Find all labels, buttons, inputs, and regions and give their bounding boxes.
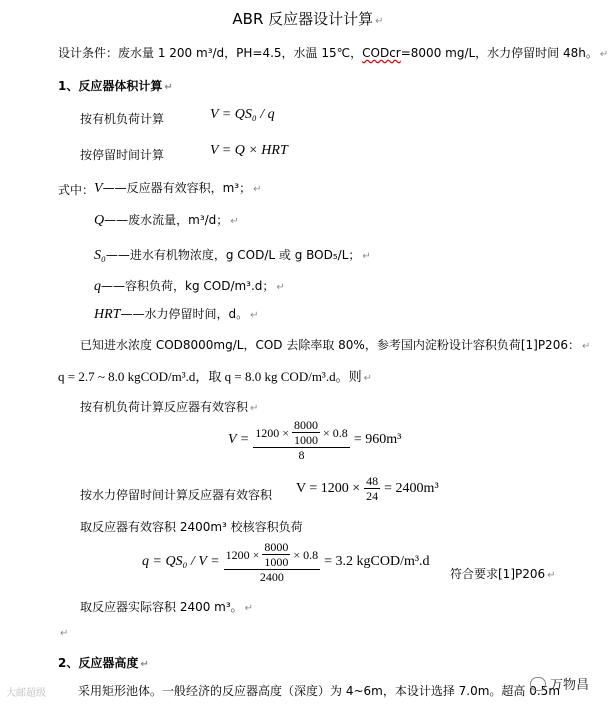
where-label: 式中：: [58, 183, 95, 197]
def-v: V——反应器有效容积，m³； ↵: [94, 181, 262, 196]
watermark-left: 大邮超级: [6, 688, 46, 699]
section1-heading: 1、反应器体积计算 ↵: [58, 79, 173, 93]
section2-heading: 2、反应器高度 ↵: [58, 656, 149, 670]
design-conditions: 设计条件：废水量 1 200 m³/d，PH=4.5，水温 15℃，CODcr=8000 mg/L，水力停留时间 48h。 ↵: [58, 46, 609, 60]
def-s0: S₀——进水有机物浓度，g COD/L 或 g BOD₅/L； ↵: [94, 248, 371, 263]
known-text: 已知进水浓度 COD8000mg/L，COD 去除率取 80%，参考国内淀粉设计容积负荷[1]P206： ↵: [80, 338, 591, 352]
formula2: V = Q × HRT: [210, 143, 288, 158]
actual-volume: 取反应器实际容积 2400 m³。 ↵: [80, 600, 254, 614]
calc2-equation: V = 1200 × $\frac{48}{24}$ = 2400m³: [296, 474, 439, 503]
calc3-equation: q = QS₀ / V = 1200 × $\frac{8000}{1000}$ × 0.8 2400 = 3.2 kgCOD/m³.d: [142, 540, 430, 584]
wechat-icon: [530, 677, 546, 691]
page-title: ABR 反应器设计计算 ↵: [232, 10, 384, 28]
section2-text: 采用矩形池体。一般经济的反应器高度（深度）为 4~6m，本设计选择 7.0m。超高 0.5m: [78, 684, 561, 698]
def-q-load: q——容积负荷，kg COD/m³.d； ↵: [94, 279, 285, 294]
blank-line-mark: ↵: [60, 628, 69, 639]
check-label: 取反应器有效容积 2400m³ 校核容积负荷: [80, 520, 303, 534]
calc2-label: 按水力停留时间计算反应器有效容积: [80, 488, 273, 502]
q-range: q = 2.7 ~ 8.0 kgCOD/m³.d，取 q = 8.0 kg COD/m³.d。则 ↵: [58, 369, 372, 384]
formula1-label: 按有机负荷计算: [80, 112, 165, 126]
calc1-label: 按有机负荷计算反应器有效容积 ↵: [80, 400, 259, 414]
calc3-note: 符合要求[1]P206 ↵: [450, 567, 556, 581]
formula1: V = QS₀ / q: [210, 107, 275, 122]
calc1-outer-frac: 1200 × $\frac{8000}{1000}$ × 0.8 8: [255, 418, 348, 462]
brand-badge: 万物昌: [530, 674, 589, 693]
calc1-equation: V = 1200 × $\frac{8000}{1000}$ × 0.8 8 = 960m³: [228, 418, 402, 462]
def-hrt: HRT——水力停留时间，d。 ↵: [94, 307, 259, 322]
formula2-label: 按停留时间计算: [80, 148, 165, 162]
def-q-flow: Q——废水流量，m³/d； ↵: [94, 213, 239, 228]
